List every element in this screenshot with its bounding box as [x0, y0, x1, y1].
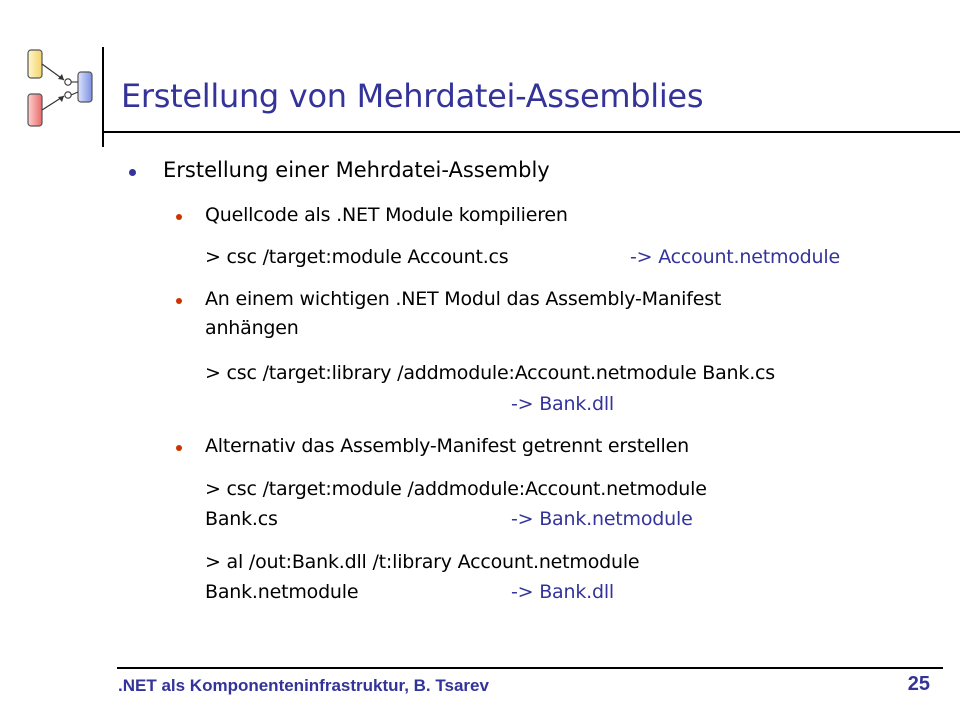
result-module: -> Bank.netmodule	[511, 508, 693, 530]
sub-bullet-attach-line2: anhängen	[205, 317, 299, 339]
command-al-line2: Bank.netmodule	[205, 581, 359, 603]
sub-bullet-compile: Quellcode als .NET Module kompilieren	[205, 204, 568, 226]
result-compile: -> Account.netmodule	[630, 246, 840, 268]
sub-bullet-separate: Alternativ das Assembly-Manifest getrennt erstellen	[205, 435, 689, 457]
sub-bullet-dot	[176, 445, 182, 451]
command-al-line1: > al /out:Bank.dll /t:library Account.netmodule	[205, 551, 640, 573]
command-module-line2: Bank.cs	[205, 508, 278, 530]
title-underline	[102, 131, 960, 133]
page-number: 25	[907, 673, 930, 695]
result-library: -> Bank.dll	[511, 393, 614, 415]
assembly-diagram-icon	[22, 46, 100, 132]
sub-bullet-dot	[176, 298, 182, 304]
result-al: -> Bank.dll	[511, 581, 614, 603]
footer-rule	[117, 667, 943, 669]
slide-title: Erstellung von Mehrdatei-Assemblies	[121, 77, 704, 115]
command-library: > csc /target:library /addmodule:Account.netmodule Bank.cs	[205, 362, 775, 384]
bullet-main: Erstellung einer Mehrdatei-Assembly	[163, 158, 550, 182]
bullet-dot	[129, 169, 136, 176]
command-compile: > csc /target:module Account.cs	[205, 246, 509, 268]
sub-bullet-dot	[176, 214, 182, 220]
footer-text: .NET als Komponenteninfrastruktur, B. Tsarev	[118, 676, 489, 695]
sub-bullet-attach-line1: An einem wichtigen .NET Modul das Assembly-Manifest	[205, 288, 722, 310]
command-module-line1: > csc /target:module /addmodule:Account.netmodule	[205, 478, 707, 500]
